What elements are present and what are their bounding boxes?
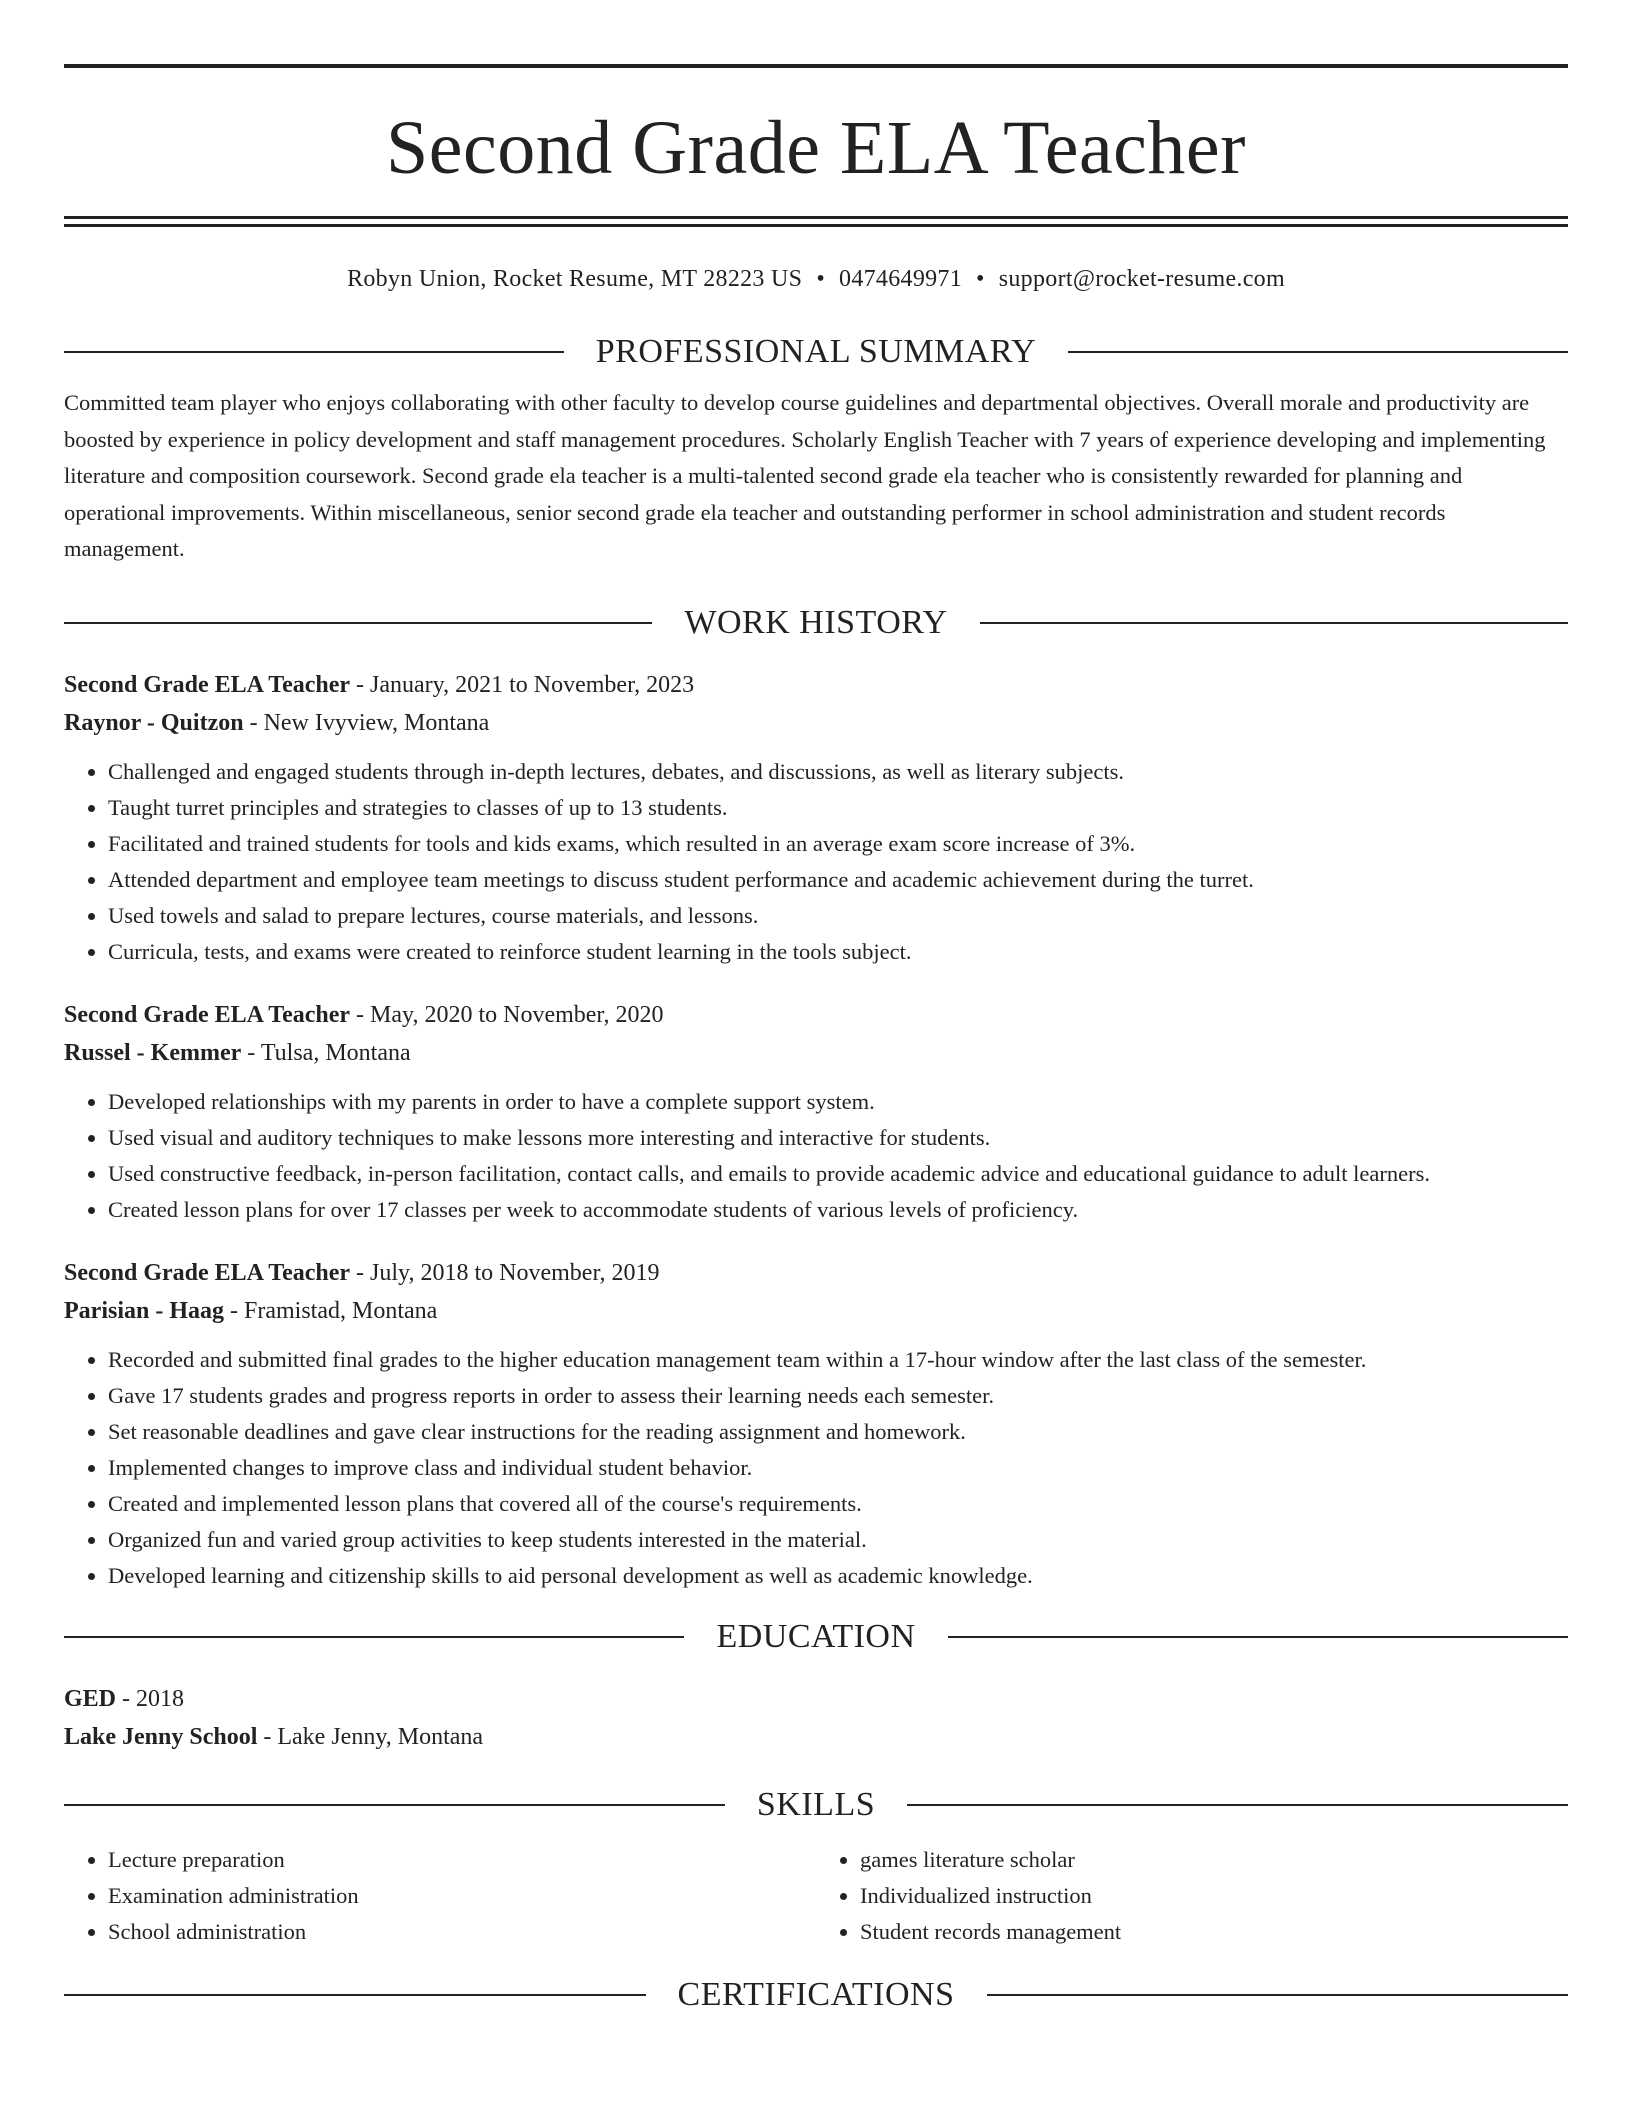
summary-text: Committed team player who enjoys collaborating with other faculty to develop course guidelines and departmental objectives. Overall morale and productivity are boosted by experience in policy development and staff management procedures. Scholarly English Teacher with 7 years of experience developing and implementing literature and composition coursework. Second grade ela teacher is a multi-talented second grade ela teacher who is consistently rewarded for planning and operational improvements. Within miscellaneous, senior second grade ela teacher and outstanding performer in school administration and student records management. <box>64 390 1546 561</box>
section-rule <box>907 1804 1568 1806</box>
list-item: • Gave 17 students grades and progress reports in order to assess their learning needs each semester. <box>108 1378 1568 1414</box>
education-school: Lake Jenny School <box>64 1723 258 1750</box>
list-item: • Attended department and employee team meetings to discuss student performance and academic achievement during the turret. <box>108 862 1568 898</box>
list-item: • Curricula, tests, and exams were created to reinforce student learning in the tools subject. <box>108 934 1568 970</box>
job-dates: - May, 2020 to November, 2020 <box>350 1001 664 1028</box>
section-rule <box>1068 351 1568 353</box>
job-company-line <box>64 1292 1568 1330</box>
title-block <box>64 64 1568 227</box>
page-title: Second Grade ELA Teacher <box>386 106 1246 190</box>
list-item: • Challenged and engaged students through in-depth lectures, debates, and discussions, as well as literary subjects. <box>108 754 1568 790</box>
section-title: WORK HISTORY <box>684 603 948 641</box>
section-title: SKILLS <box>756 1785 876 1823</box>
job-dates: - January, 2021 to November, 2023 <box>350 671 695 698</box>
job-location: - New Ivyview, Montana <box>243 709 490 736</box>
section-rule <box>948 1636 1568 1638</box>
education-degree-line <box>64 1680 1568 1718</box>
skills-list <box>64 1842 1568 1950</box>
skill-item: • School administration <box>108 1914 816 1950</box>
list-item: • Used constructive feedback, in-person facilitation, contact calls, and emails to provide academic advice and educational guidance to adult learners. <box>108 1156 1568 1192</box>
section-rule <box>987 1994 1569 1996</box>
job-company-line <box>64 1034 1568 1072</box>
job-entry <box>64 1254 1568 1594</box>
list-item: • Developed relationships with my parents in order to have a complete support system. <box>108 1084 1568 1120</box>
skill-item: • Lecture preparation <box>108 1842 816 1878</box>
job-title: Second Grade ELA Teacher <box>64 1001 351 1028</box>
list-item: • Created and implemented lesson plans that covered all of the course's requirements. <box>108 1486 1568 1522</box>
job-bullets <box>64 754 1568 970</box>
job-bullets <box>64 1084 1568 1228</box>
contact-email: support@rocket-resume.com <box>998 266 1285 292</box>
title-divider <box>64 216 1568 227</box>
job-entry <box>64 666 1568 970</box>
job-location: - Tulsa, Montana <box>241 1039 411 1066</box>
job-entry <box>64 996 1568 1228</box>
job-title-line <box>64 996 1568 1034</box>
work-history-heading <box>64 602 1568 644</box>
skills-column-right <box>816 1842 1568 1950</box>
list-item: • Set reasonable deadlines and gave clear instructions for the reading assignment and homework. <box>108 1414 1568 1450</box>
summary-heading <box>64 331 1568 373</box>
list-item: • Organized fun and varied group activities to keep students interested in the material. <box>108 1522 1568 1558</box>
list-item: • Recorded and submitted final grades to the higher education management team within a 17-hour window after the last class of the semester. <box>108 1342 1568 1378</box>
skill-item: • Student records management <box>860 1914 1568 1950</box>
job-title: Second Grade ELA Teacher <box>64 671 351 698</box>
list-item: • Developed learning and citizenship skills to aid personal development as well as academic knowledge. <box>108 1558 1568 1594</box>
section-rule <box>64 1804 725 1806</box>
skill-item: • Individualized instruction <box>860 1878 1568 1914</box>
contact-separator: • <box>976 266 985 292</box>
section-rule <box>64 622 652 624</box>
education-year: - 2018 <box>116 1685 185 1712</box>
education-heading <box>64 1616 1568 1658</box>
job-location: - Framistad, Montana <box>224 1297 438 1324</box>
job-title-line <box>64 1254 1568 1292</box>
contact-address: Robyn Union, Rocket Resume, MT 28223 US <box>347 266 803 292</box>
section-rule <box>980 622 1568 624</box>
contact-line <box>64 263 1568 295</box>
job-title-line <box>64 666 1568 704</box>
contact-phone: 0474649971 <box>839 266 963 292</box>
skills-heading <box>64 1784 1568 1826</box>
section-rule <box>64 351 564 353</box>
job-company: Parisian - Haag <box>64 1297 224 1324</box>
contact-separator: • <box>816 266 826 292</box>
job-bullets <box>64 1342 1568 1594</box>
section-title: CERTIFICATIONS <box>677 1975 955 2013</box>
education-location: - Lake Jenny, Montana <box>257 1723 484 1750</box>
job-company-line <box>64 704 1568 742</box>
job-dates: - July, 2018 to November, 2019 <box>350 1259 660 1286</box>
skill-item: • Examination administration <box>108 1878 816 1914</box>
section-title: PROFESSIONAL SUMMARY <box>595 333 1037 370</box>
job-company: Russel - Kemmer <box>64 1039 242 1066</box>
skills-column-left <box>64 1842 816 1950</box>
list-item: • Created lesson plans for over 17 classes per week to accommodate students of various levels of proficiency. <box>108 1192 1568 1228</box>
section-rule <box>64 1636 684 1638</box>
education-school-line <box>64 1718 1568 1756</box>
list-item: • Implemented changes to improve class and individual student behavior. <box>108 1450 1568 1486</box>
skill-item: • games literature scholar <box>860 1842 1568 1878</box>
education-entry <box>64 1680 1568 1756</box>
resume-page <box>64 0 1568 2016</box>
list-item: • Facilitated and trained students for tools and kids exams, which resulted in an average exam score increase of 3%. <box>108 826 1568 862</box>
education-degree: GED <box>64 1685 117 1712</box>
section-rule <box>64 1994 646 1996</box>
list-item: • Used towels and salad to prepare lectures, course materials, and lessons. <box>108 898 1568 934</box>
list-item: • Used visual and auditory techniques to make lessons more interesting and interactive for students. <box>108 1120 1568 1156</box>
list-item: • Taught turret principles and strategies to classes of up to 13 students. <box>108 790 1568 826</box>
job-title: Second Grade ELA Teacher <box>64 1259 351 1286</box>
section-title: EDUCATION <box>716 1617 916 1655</box>
certifications-heading <box>64 1974 1568 2016</box>
job-company: Raynor - Quitzon <box>64 709 244 736</box>
